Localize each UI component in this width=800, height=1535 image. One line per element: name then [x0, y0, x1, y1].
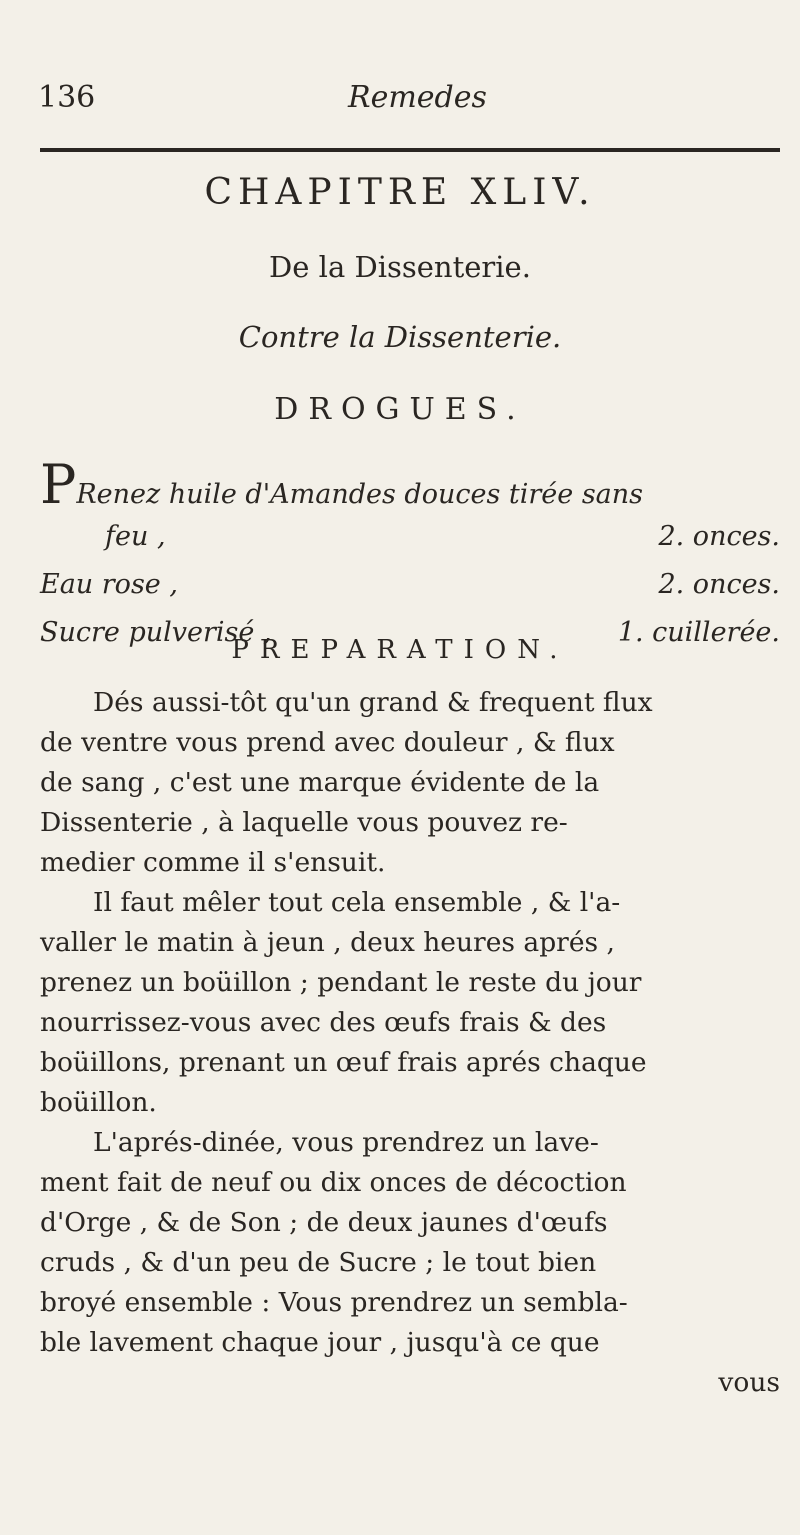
text-line: ment fait de neuf ou dix onces de décoction [40, 1167, 627, 1198]
text-line: Dés aussi-tôt qu'un grand & frequent flux [93, 687, 653, 718]
text-line: valler le matin à jeun , deux heures aprés , [40, 927, 615, 958]
page-number: 136 [38, 80, 96, 115]
ingredient-line [40, 561, 780, 609]
ingredient-list [40, 453, 780, 657]
ingredient-quantity: 1. cuillerée. [617, 617, 780, 648]
text-line: boüillons, prenant un œuf frais aprés chaque [40, 1047, 647, 1078]
text-line: prenez un boüillon ; pendant le reste du jour [40, 967, 642, 998]
text-line: de sang , c'est une marque évidente de la [40, 767, 600, 798]
ingredient-name: Eau rose , [40, 569, 178, 600]
text-line: Dissenterie , à laquelle vous pouvez re- [40, 807, 568, 838]
header-rule [40, 148, 780, 152]
page-header [38, 72, 778, 122]
ingredient-quantity: 2. onces. [658, 521, 780, 552]
preparation-heading: PREPARATION. [231, 635, 569, 665]
text-line: medier comme il s'ensuit. [40, 847, 386, 878]
text-line: ble lavement chaque jour , jusqu'à ce que [40, 1327, 600, 1358]
ingredient-line [40, 453, 780, 516]
text-line: d'Orge , & de Son ; de deux jaunes d'œufs [40, 1207, 608, 1238]
catchword: vous [718, 1367, 780, 1398]
drop-cap: P [40, 453, 77, 516]
text-line: nourrissez-vous avec des œufs frais & des [40, 1007, 607, 1038]
text-line: de ventre vous prend avec douleur , & flux [40, 727, 615, 758]
text-line: broyé ensemble : Vous prendrez un sembla- [40, 1287, 628, 1318]
drogues-heading: DROGUES. [274, 392, 526, 427]
text-line: L'aprés-dinée, vous prendrez un lave- [93, 1127, 599, 1158]
ingredient-name: feu , [105, 521, 166, 552]
section-title: Contre la Dissenterie. [238, 320, 562, 354]
body-text [40, 683, 780, 1403]
text-line: boüillon. [40, 1087, 157, 1118]
text-line: cruds , & d'un peu de Sucre ; le tout bien [40, 1247, 597, 1278]
ingredient-line [40, 513, 780, 561]
ingredient-name: Sucre pulverisé , [40, 617, 272, 648]
running-head: Remedes [348, 80, 487, 115]
ingredient-name: Renez huile d'Amandes douces tirée sans [76, 479, 644, 510]
text-line: Il faut mêler tout cela ensemble , & l'a- [93, 887, 621, 918]
chapter-title: CHAPITRE XLIV. [204, 172, 596, 213]
ingredient-quantity: 2. onces. [658, 569, 780, 600]
chapter-subtitle: De la Dissenterie. [269, 250, 531, 284]
